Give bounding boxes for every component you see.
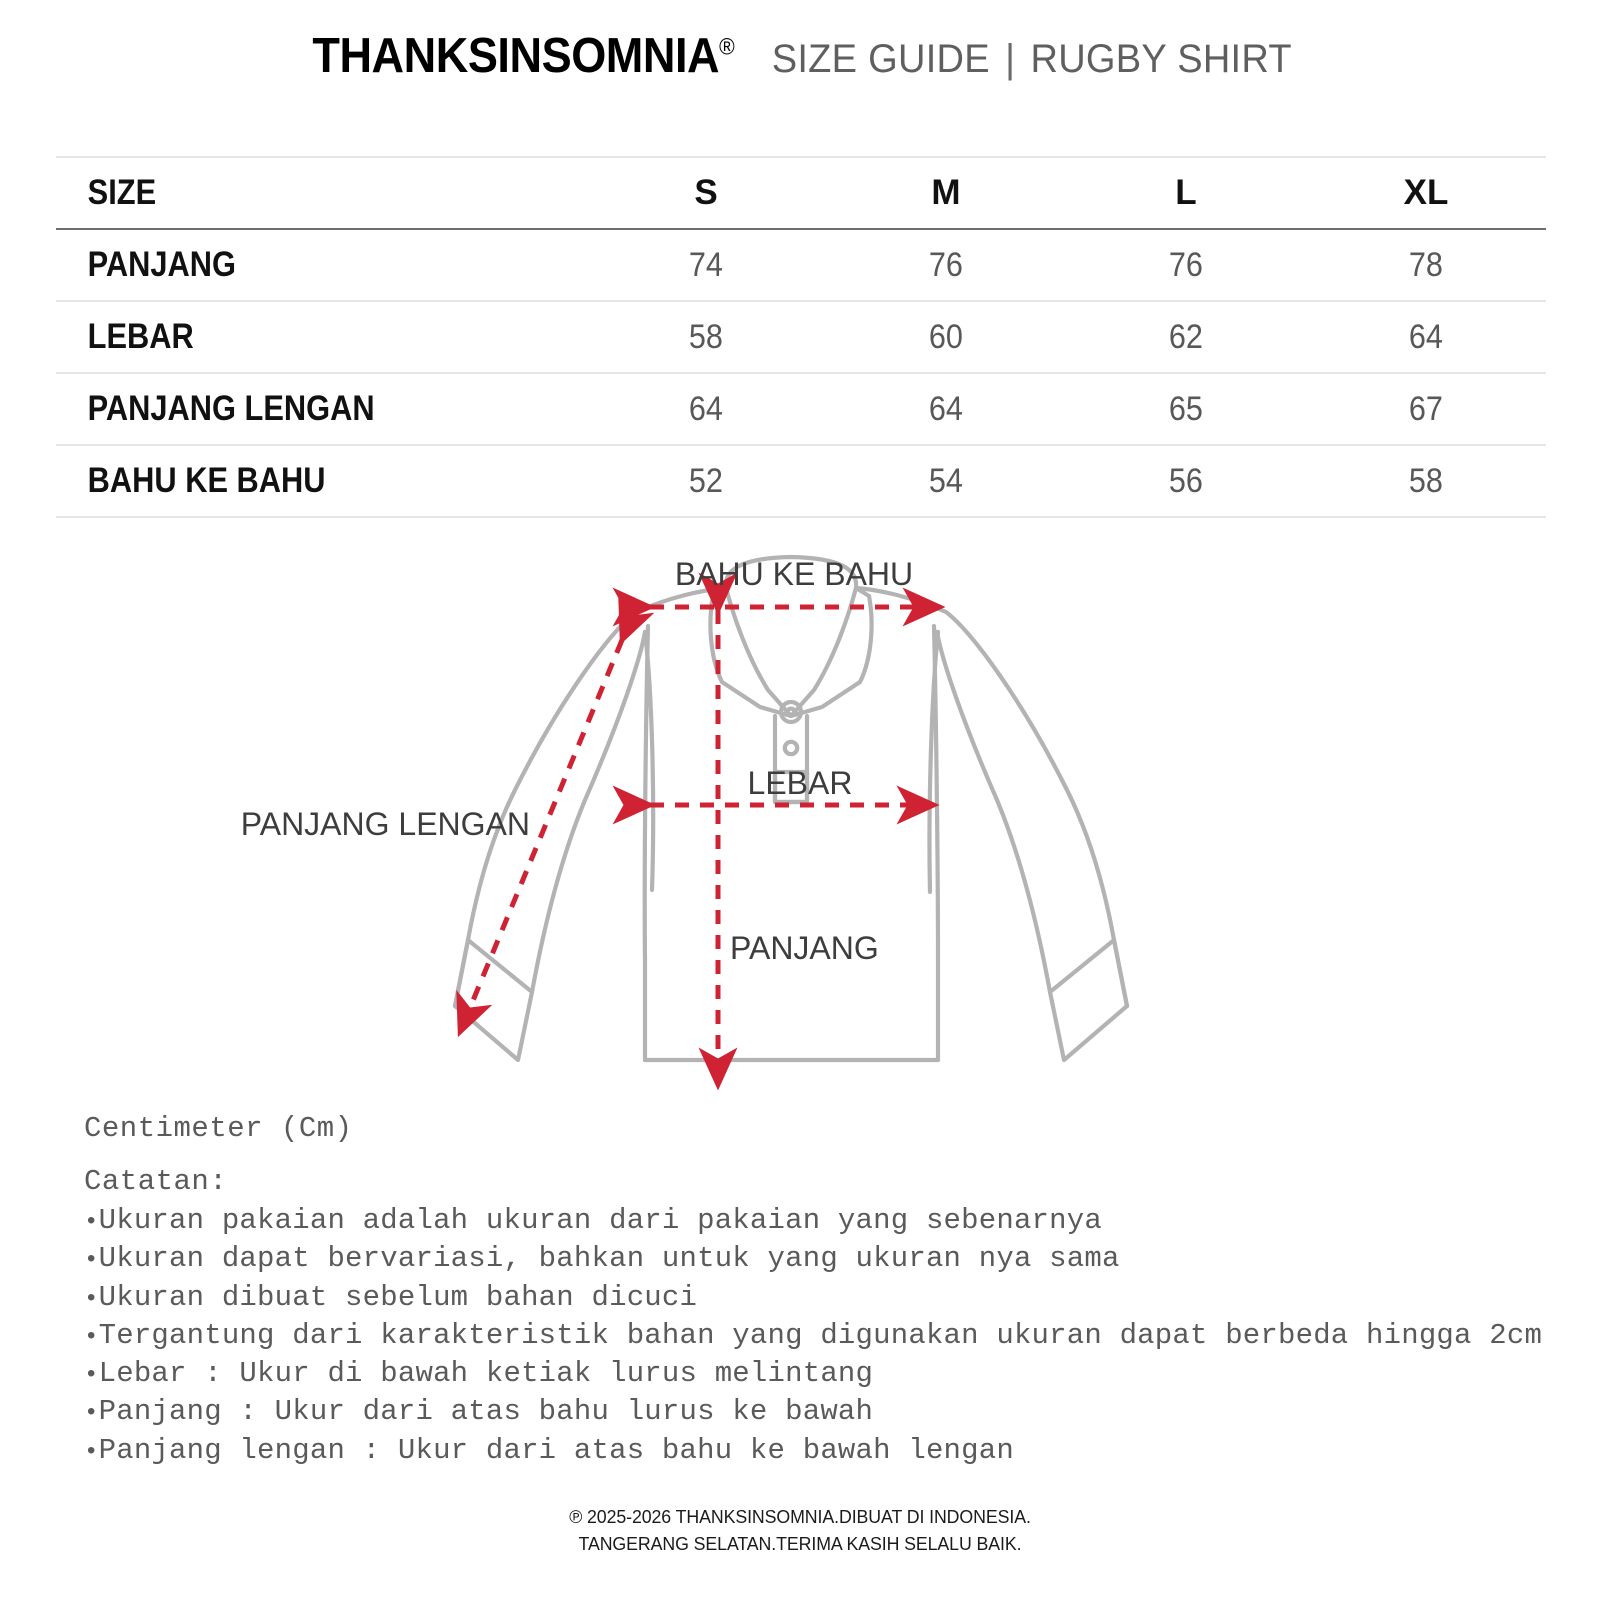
label-bahu-ke-bahu: BAHU KE BAHU [674,556,914,592]
body-left-side [645,626,648,1060]
row-label-panjang: PANJANG [56,229,522,301]
cell-lebar-s [586,301,826,373]
cell-bahu-s [586,445,826,517]
cell-value: 52 [688,461,724,500]
right-cuff [1050,940,1127,1060]
cell-lebar-m [826,301,1066,373]
cell-value: 76 [1168,245,1204,284]
cell-panjang-s [586,229,826,301]
note-item [84,1317,1544,1355]
bullet-icon: • [84,1247,99,1275]
cell-bahu-l [1066,445,1306,517]
cell-panjang-lengan-m [826,373,1066,445]
subtitle-size-guide: SIZE GUIDE [771,37,990,81]
cell-value: 62 [1168,317,1204,356]
cell-lebar-xl [1306,301,1546,373]
page-subtitle [772,37,1292,82]
cell-value: 58 [688,317,724,356]
placket-button [785,742,797,754]
cell-value: 64 [1408,317,1444,356]
cell-panjang-lengan-xl [1306,373,1546,445]
bullet-icon: • [84,1438,99,1466]
cell-value: 64 [928,389,964,428]
subtitle-separator: | [1005,37,1016,81]
cell-bahu-xl [1306,445,1546,517]
note-text: Ukuran dapat bervariasi, bahkan untuk yang ukuran nya sama [98,1242,1120,1276]
rugby-shirt-illustration [455,557,1127,1060]
table-row [56,373,1546,445]
bullet-icon: • [84,1400,99,1428]
cell-value: 58 [1408,461,1444,500]
bullet-icon: • [84,1285,99,1313]
garment-measurement-diagram [0,540,1600,1120]
left-cuff [455,940,532,1060]
cell-value: 74 [688,245,724,284]
note-text: Panjang lengan : Ukur dari atas bahu ke bawah lengan [98,1433,1014,1467]
cell-value: 54 [928,461,964,500]
bullet-icon: • [84,1362,99,1390]
table-row [56,445,1546,517]
note-item [84,1202,1544,1240]
table-header-row [56,157,1546,229]
cell-value: 76 [928,245,964,284]
bullet-icon: • [84,1209,99,1236]
row-label-bahu-ke-bahu: BAHU KE BAHU [56,445,522,517]
cell-value: 67 [1408,389,1444,428]
note-item [84,1432,1544,1470]
cell-panjang-lengan-l [1066,373,1306,445]
cell-lebar-l [1066,301,1306,373]
table-row [56,229,1546,301]
unit-label: Centimeter (Cm) [84,1112,353,1145]
measurement-arrows [460,607,940,1085]
collar-button-hole [788,709,795,716]
notes-section [84,1112,1544,1470]
brand-title [313,30,735,83]
bullet-icon: • [84,1323,99,1351]
label-panjang: PANJANG [730,930,879,966]
brand-name: THANKSINSOMNIA [312,29,720,83]
footer-line-2: TANGERANG SELATAN.TERIMA KASIH SELALU BAIK. [578,1532,1022,1554]
footer-line-1: ℗ 2025-2026 THANKSINSOMNIA.DIBUAT DI INDONESIA. [569,1506,1031,1527]
registered-mark: ® [719,33,736,60]
note-text: Ukuran dibuat sebelum bahan dicuci [98,1280,698,1314]
row-label-lebar: LEBAR [56,301,522,373]
column-header-s: S [586,157,826,229]
cell-value: 78 [1408,245,1444,284]
note-item [84,1393,1544,1431]
note-text: Lebar : Ukur di bawah ketiak lurus melintang [98,1357,874,1391]
cell-value: 65 [1168,389,1204,428]
page-header [0,0,1600,83]
right-sleeve-inner [937,632,1050,992]
notes-title: Catatan: [84,1165,228,1198]
column-header-size: SIZE [56,157,522,229]
table-row [56,301,1546,373]
cell-panjang-xl [1306,229,1546,301]
cell-value: 64 [688,389,724,428]
row-label-panjang-lengan: PANJANG LENGAN [56,373,522,445]
cell-value: 56 [1168,461,1204,500]
note-text: Ukuran pakaian adalah ukuran dari pakaian yang sebenarnya [98,1204,1102,1237]
cell-panjang-l [1066,229,1306,301]
size-chart-table [56,156,1546,518]
label-lebar: LEBAR [747,765,853,801]
cell-bahu-m [826,445,1066,517]
cell-panjang-lengan-s [586,373,826,445]
right-sleeve-outer [946,612,1127,1006]
note-item [84,1355,1544,1393]
note-item [84,1240,1544,1278]
label-panjang-lengan: PANJANG LENGAN [240,806,530,842]
note-item [84,1279,1544,1317]
column-header-m: M [826,157,1066,229]
column-header-xl: XL [1306,157,1546,229]
note-text: Tergantung dari karakteristik bahan yang digunakan ukuran dapat berbeda hingga 2cm [98,1318,1543,1352]
cell-value: 60 [928,317,964,356]
column-header-l: L [1066,157,1306,229]
note-text: Panjang : Ukur dari atas bahu lurus ke bawah [98,1395,874,1429]
subtitle-product: RUGBY SHIRT [1030,37,1292,81]
cell-panjang-m [826,229,1066,301]
page-footer [0,1504,1600,1558]
